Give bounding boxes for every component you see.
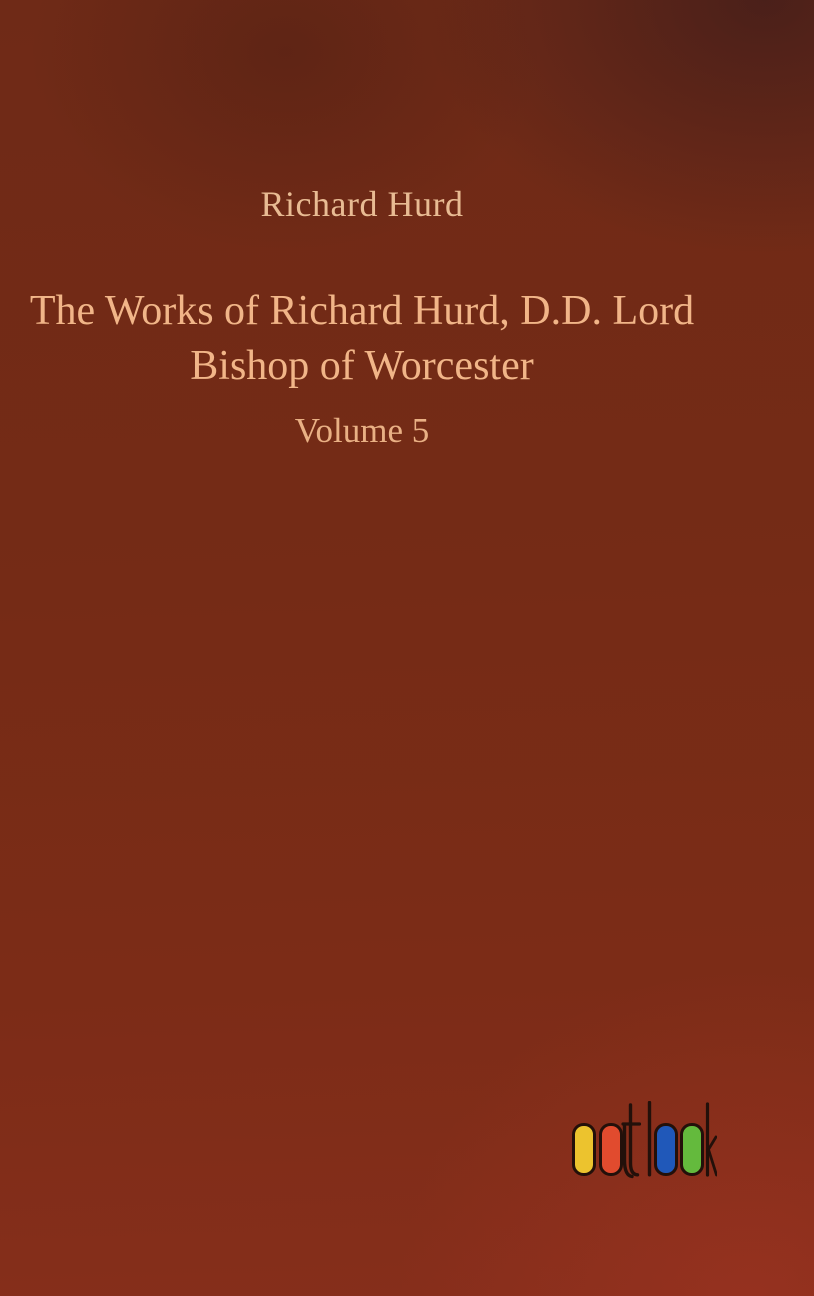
logo-letter-u-bowl xyxy=(601,1125,622,1175)
logo-letter-t-stem xyxy=(631,1105,638,1175)
logo-letter-o2 xyxy=(656,1125,677,1175)
logo-letter-o3 xyxy=(682,1125,703,1175)
outlook-publisher-logo xyxy=(571,1101,717,1179)
logo-letter-o1 xyxy=(574,1125,595,1175)
book-title xyxy=(0,284,724,394)
author-name: Richard Hurd xyxy=(260,184,464,224)
book-title-line2: Bishop of Worcester xyxy=(190,343,534,389)
logo-letter-k-leg xyxy=(709,1150,717,1176)
book-title-line1: The Works of Richard Hurd, D.D. Lord xyxy=(29,288,695,334)
volume-label: Volume 5 xyxy=(294,411,430,450)
